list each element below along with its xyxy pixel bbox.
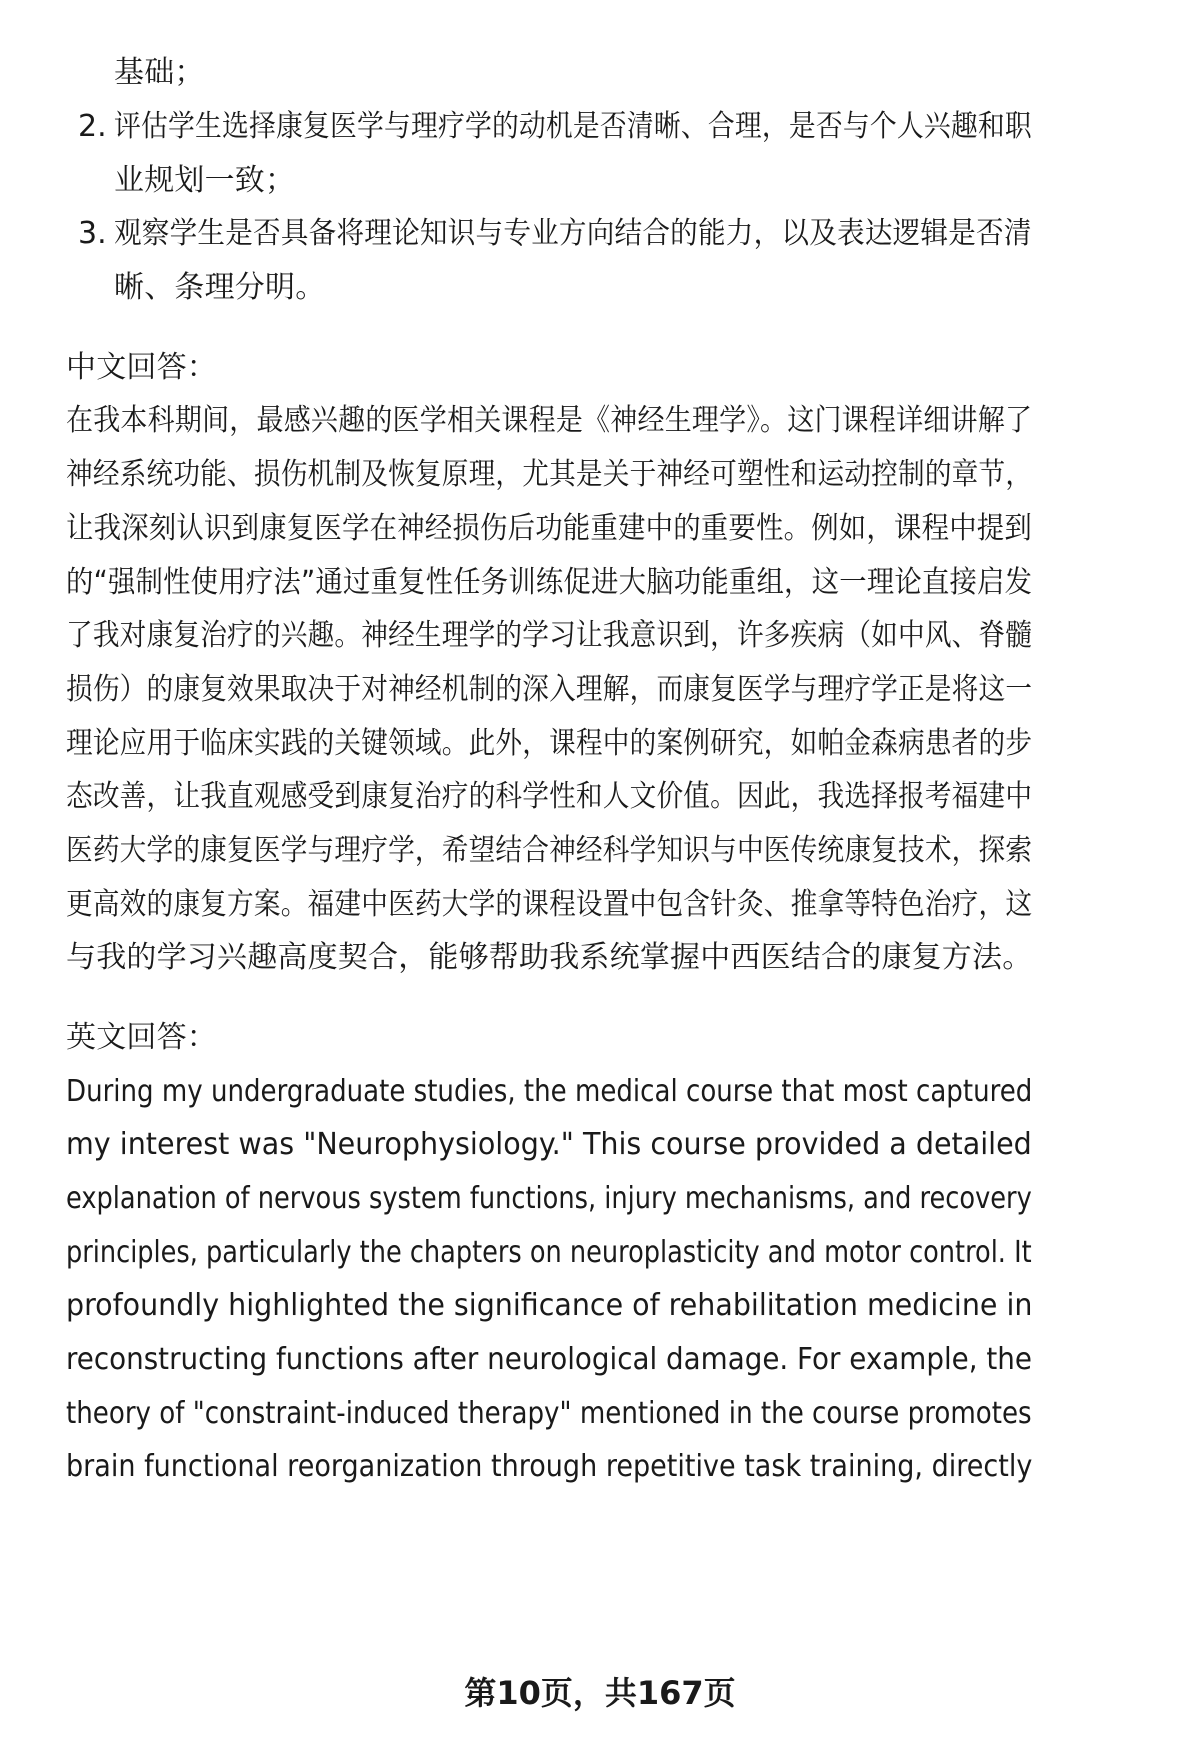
english-paragraph-line: principles, particularly the chapters on neuroplasticity and motor control. It: [66, 1235, 1032, 1270]
english-paragraph-line: explanation of nervous system functions, injury mechanisms, and recovery: [66, 1181, 1032, 1216]
english-paragraph-line: theory of "constraint-induced therapy" mentioned in the course promotes: [66, 1396, 1032, 1431]
chinese-paragraph-line: 更高效的康复方案。福建中医药大学的课程设置中包含针灸、推拿等特色治疗，这: [66, 887, 1033, 922]
list-item-text: 评估学生选择康复医学与理疗学的动机是否清晰、合理，是否与个人兴趣和职: [114, 109, 1032, 144]
chinese-paragraph-line: 让我深刻认识到康复医学在神经损伤后功能重建中的重要性。例如，课程中提到: [66, 511, 1032, 546]
chinese-paragraph-line: 损伤）的康复效果取决于对神经机制的深入理解，而康复医学与理疗学正是将这一: [66, 672, 1033, 707]
page-number-footer: 第10页，共167页: [464, 1674, 736, 1712]
english-paragraph-line: brain functional reorganization through repetitive task training, directly: [66, 1449, 1033, 1484]
list-item-text: 晰、条理分明。: [114, 270, 326, 305]
chinese-paragraph-line: 与我的学习兴趣高度契合，能够帮助我系统掌握中西医结合的康复方法。: [66, 940, 1033, 975]
list-item-text: 观察学生是否具备将理论知识与专业方向结合的能力，以及表达逻辑是否清: [114, 216, 1032, 251]
list-item-continuation: 基础；: [114, 55, 205, 90]
english-paragraph-line: reconstructing functions after neurological damage. For example, the: [66, 1342, 1032, 1377]
chinese-paragraph-line: 医药大学的康复医学与理疗学，希望结合神经科学知识与中医传统康复技术，探索: [66, 833, 1033, 868]
chinese-paragraph-line: 神经系统功能、损伤机制及恢复原理，尤其是关于神经可塑性和运动控制的章节，: [66, 457, 1033, 492]
chinese-paragraph-line: 了我对康复治疗的兴趣。神经生理学的学习让我意识到，许多疾病（如中风、脊髓: [66, 618, 1033, 653]
english-paragraph-line: profoundly highlighted the significance of rehabilitation medicine in: [66, 1288, 1033, 1323]
english-paragraph-line: During my undergraduate studies, the medical course that most captured: [66, 1074, 1033, 1109]
chinese-paragraph-line: 理论应用于临床实践的关键领域。此外，课程中的案例研究，如帕金森病患者的步: [66, 726, 1033, 761]
list-item-number: 3.: [78, 216, 107, 251]
chinese-paragraph-line: 的“强制性使用疗法”通过重复性任务训练促进大脑功能重组，这一理论直接启发: [66, 565, 1033, 600]
list-item-text: 业规划一致；: [114, 163, 296, 198]
english-paragraph-line: my interest was "Neurophysiology." This course provided a detailed: [66, 1127, 1032, 1162]
english-heading: 英文回答：: [66, 1020, 217, 1055]
chinese-heading: 中文回答：: [66, 350, 217, 385]
chinese-paragraph-line: 在我本科期间，最感兴趣的医学相关课程是《神经生理学》。这门课程详细讲解了: [66, 403, 1033, 438]
chinese-paragraph-line: 态改善，让我直观感受到康复治疗的科学性和人文价值。因此，我选择报考福建中: [66, 779, 1033, 814]
list-item-number: 2.: [78, 109, 107, 144]
